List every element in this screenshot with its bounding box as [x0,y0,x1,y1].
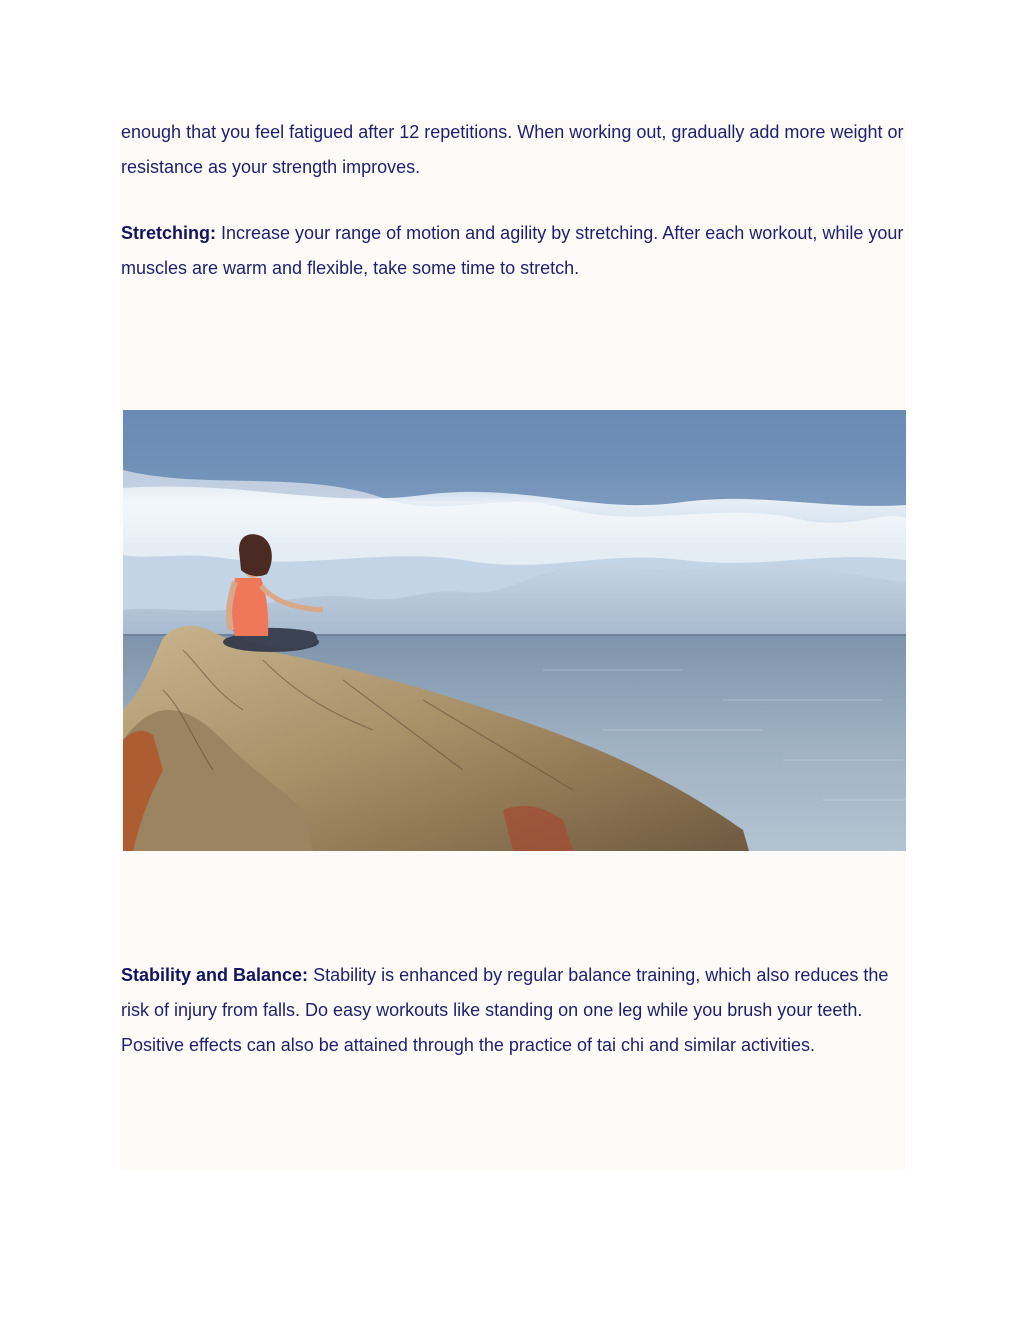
paragraph-text: enough that you feel fatigued after 12 repetitions. When working out, gradually add more weight or resistance as your strength improves. [121,122,904,177]
photo-illustration [123,410,906,851]
paragraph-strength-training [121,115,911,185]
paragraph-stability-balance [121,958,911,1063]
paragraph-heading: Stretching: [121,223,217,243]
meditation-on-rock-photo [123,410,906,851]
paragraph-text: Stability is enhanced by regular balance training, which also reduces the risk of injury from falls. Do easy workouts like standing on one leg while you brush your teeth. Positive effects can also be attained through the practice of tai chi and similar activities. [121,965,889,1055]
paragraph-text: Increase your range of motion and agility by stretching. After each workout, while your muscles are warm and flexible, take some time to stretch. [121,223,904,278]
paragraph-stretching [121,216,911,286]
paragraph-heading: Stability and Balance: [121,965,309,985]
